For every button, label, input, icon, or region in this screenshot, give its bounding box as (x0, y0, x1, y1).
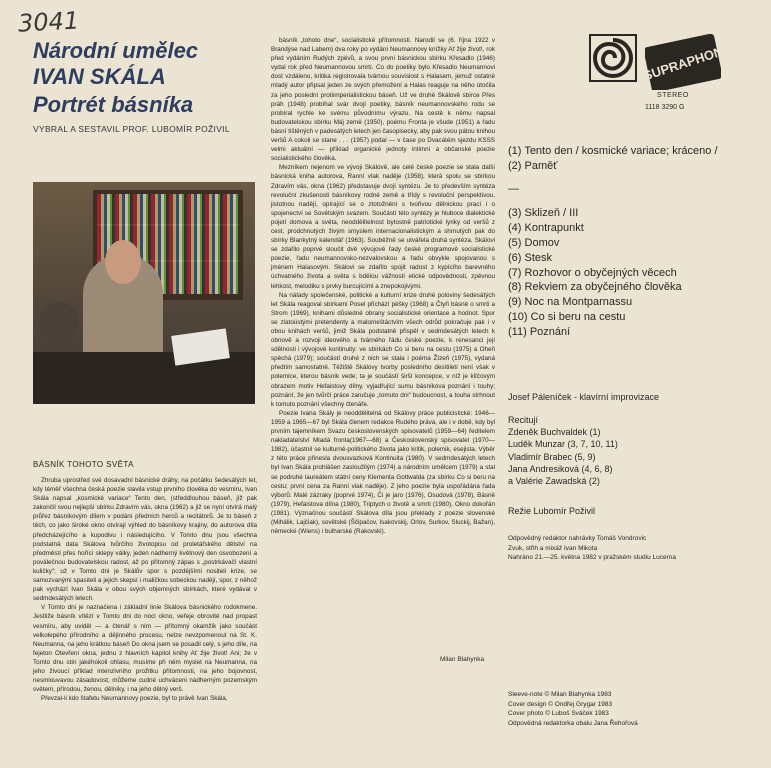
essay-paragraph: Zhruba uprostřed své dosavadní básnické dráhy, na počátku šedesátých let, kdy téměř všechna česká poezie slavila vstup prvního člověka do vesmíru, Ivan Skála napsal „kosmické variace“ Tento den, (středdlouhou báseň, jíž pak zakončil svou nejlepší sbírku Zdravím vás, okna (1962) a již se nyní otvírá malý průřez básníkovým dílem v podání předních herců a recitátorů. Je to báseň z těch, co jako široké okno otvírají výhled do básníkovy krajiny, do autorova díla předcházejícího a kupodivu i následujícího. V Tomto dnu jsou všechna podstatná data Skálova tvůrčího životopisu od proletářského dětství na předměstí přes hořící sklepy války, jeden nádherný květnový den osvobození a poválečnou budovatelskou radost, až po přítomný zápas s „postrkávačí vlastní kuličky“; už v Tomto dni je Skálův spor s pozdějšími nositeli krize, se samozvanými spasiteli a jejich skepsí i maličkou sobeckou nadějí, spor, z něhož pak vychází Ivan Skála v obou svých objemných sbírkách, které vydával v sedmdesátých letech. (33, 477, 257, 603)
poet-head (105, 240, 141, 284)
track-number: (2) (508, 159, 522, 172)
track-number: (11) (508, 325, 527, 338)
track-title: Stesk (524, 251, 553, 264)
track-item (508, 236, 768, 251)
track-item (508, 144, 768, 159)
track-title: Noc na Montparnassu (524, 296, 633, 309)
track-title: Co si beru na cestu (530, 310, 626, 323)
credit-line: Sleeve-note © Milan Blahynka 1983 (508, 691, 612, 698)
compiled-by: VYBRAL A SESTAVIL PROF. LUBOMÍR POŽIVIL (33, 124, 230, 134)
handwritten-catalog-number: 3041 (17, 6, 80, 38)
reciters-block (508, 414, 618, 487)
track-title: Poznání (529, 325, 571, 338)
track-number: (1) (508, 145, 522, 157)
brand-text: SUPRAPHON (645, 43, 721, 84)
track-item (508, 295, 768, 310)
supraphon-logo-icon (645, 34, 721, 90)
track-title: Domov (524, 236, 560, 249)
track-title: Rozhovor o obyčejných věcech (524, 266, 677, 279)
track-number: (9) (508, 296, 522, 309)
essay-paragraph: Poezie Ivana Skály je neoddělitelná od Skálovy práce publicistické: 1946—1959 a 1965—67 byl Skála členem redakce Rudého práva, ale i v době, kdy byl prvním tajemníkem Svazu československých spisovatelů (1959—64) ředitelem nakladatelství Mladá fronta(1967—68) a Československý spisovatel (1970—1982), účastnil se kulturně-politického života jako kritik, polemik, esejista. Výběr z této práce přinesla dvousvazková Kontinuita (1980). V sedmdesátých letech byl Ivan Skála prohlášen zasloužilým (1974) a národním umělcem (1979) a stal se podruhé laureátem státní ceny Klementa Gottwalda (za sbírku Co si beru na cestu; první cena za Ranní vlak naděje). Z jeho poezie byla uspořádána řada výborů: Malé zázraky (poprvé 1974), Či je jaro (1976), Osudová (1978), Básně (1979), Hefaistova dílna (1980), Triptych o životě a smrti (1980), Okno dokořán (1981). Význačnou součástí Skálova díla jsou překlady z poezie slovenské (Mihálik, Lajčiak), sovětské (Ščipačov, Isakovskij, Orlov, Surkov, Sluckij, Bažan), německé (Wiens) i bulharské (Rakovski). (271, 409, 495, 536)
track-number: (6) (508, 251, 522, 264)
cover-photo (33, 182, 255, 404)
reciters-heading: Recitují (508, 415, 539, 425)
title-line-3: Portrét básníka (33, 92, 194, 117)
track-title: Rekviem za obyčejného člověka (524, 281, 682, 294)
track-title: Paměť (524, 159, 558, 172)
title-line-1: Národní umělec (33, 38, 199, 63)
catalog-number: 1118 3290 G (645, 104, 685, 111)
reciter: a Valérie Zawadská (2) (508, 476, 600, 487)
essay-paragraph: básník „tohoto dne“, socialistické přítomnosti. Narodil se (6. října 1922 v Brandýse nad Labem) dva roky po vydání Neumannovy knížky Ať žije život!, rok před vydáním Rudých zpěvů, a svou první básnickou sbírku Křesadlo (1946) vydal rok před Neumannovou smrtí. Co do poetiky bylo Křesadlo Neumannovi dost vzdáleno, kritika registrovala tvárnou souvislost s Halasem, jemuž ostatně mladý autor připsal jeden ze svých přemožení a Halas reaguje na něho útočila za jeho poslední protiimperialistickou báseň. Už ve druhé Skálově sbírce Přes práh (1948) probíhal svár dvojí poetiky, básník neumannovského rodu se probíral rychle ke svému původnímu výrazu. Na cestě k němu napsal budovatelskou sbírku Máj země (1950), poému Fronta je všude (1951) a řadu básní tištěných v padesátých letech jen časopisecky, aby pak svou pátou knihou veršů A cokoli se stane . . . (1957) podal — v čase po Dvacátém sjezdu KSSS velmi aktuální — příklad organické jednoty intimní a občanské poezie socialistického člověka. (271, 37, 495, 163)
reciter: Jana Andresiková (4, 6, 8) (508, 463, 613, 474)
credit-line: Cover design © Ondřej Grygar 1983 (508, 700, 613, 708)
track-number: (3) (508, 207, 522, 220)
pianist-credit: Josef Páleníček - klavírní improvizace (508, 392, 660, 402)
essay-heading: BÁSNÍK TOHOTO SVĚTA (33, 460, 134, 469)
credit-line: Cover photo © Luboš Sváček 1983 (508, 710, 609, 718)
credit-line: Nahráno 21.—25. května 1982 v pražském studiu Lucerna (508, 554, 677, 562)
essay-paragraph: Převzal-li kdo štafetu Neumannovy poezie, byl to právě Ivan Skála, (41, 695, 228, 703)
track-number: (7) (508, 266, 522, 279)
sleeve-credits (508, 690, 638, 728)
track-item (508, 159, 768, 174)
reciter: Luděk Munzar (3, 7, 10, 11) (508, 439, 618, 450)
track-item (508, 266, 768, 281)
lamp (39, 302, 79, 342)
essay-paragraph: Na nálady společenské, politické a kulturní krize druhé poloviny šedesátých let Skála reagoval sbírkami Posel přichází pěšky (1968) a Čtyři básně o smrti a Strom (1969), knihami důsledné obrany socialistické orientace a hodnot. Spor se zlatoústými pretendenty a malomeštáctvím všech odrůd pokračuje pak i v obou knihách veršů, jimiž Skála podstatně přispěl v sedmdesátých letech k obnově a rozvoji ideového a tvárného řádu české poezie, k renesanci její sdělnosti i vývojové kontinuity: ve sbírkách Co si beru na cestu (1975) a Oheň spěchá (1979); součástí druhé z nich se stala i poéma Žízeň (1975), vydaná předtím samostatně. Těžiště Skálovy tvorby posledního desítiletí není však v polemice, kterou básník vede; ta je součástí širší koncepce, v níž je klíčovým obrazem motiv Hefaistovy dílny, vyjadřující sumu básníkova poznání i touhy; poznání, že jen tvůrčí práce zaručuje „tomuto dni“ budoucnost, a touha strhnout k tomuto poznání všechny čtenáře. (271, 291, 495, 408)
track-item (508, 280, 768, 295)
essay-paragraph: V Tomto dni je naznačena i základní linie Skálova básnického rodokmene. Jestliže básník vítězí v Tomto dni do noci okno, veřeje obrovité nad propast vesmíru, aby uviděl — a čtenář s ním — přítomný okamžik jako součást velkolepého přírodního a dějinného procesu, nelze nevzpomenout na St. K. Neumanna, na jeho krátkou báseň Do okna jsem se posadil celý, s jeho díle, na fejeton Otevření okna, jednu z hlavních kapitol knihy Ať žije život! Ani; že v Tomto dnu stín jakéhokoli ohlasu, musíme při něm myslet na Neumanna, na jeho živoucí příklad intenzívního prožitku přítomnosti, na jeho bojovnost, nesmlouvavou zásadovost, můžeme cudné uchváceni nádherným pozemským světem, přírodou, ženou, dělníky, i na jeho dělný verš. (33, 604, 257, 694)
track-number: (8) (508, 281, 522, 294)
track-title: Sklizeň / III (524, 207, 579, 220)
track-item (508, 251, 768, 266)
essay-paragraph: Mezníkem nejenom ve vývoji Skálově, ale celé české poezie se stala další básnická kniha autorova, Ranní vlak naděje (1958), která spolu se sbírkou Zdravím vás, okna (1962) představuje dvojí syntézu. Je to především syntéza revoluční zkušenosti básníkovy rodné země a třídy s revoluční perspektivou, jistotnou nadějí, opírající se o ztotožnění s tvořivou dělnickou prací i o spojenectví se Sovětským svazem. Součástí této syntézy je hluboce dialektické pojetí domova a světa, neoddělitelnost bytostně patriotické lyriky od veršů z cest, prodchnutých živým smyslem internacionalistickým a shrnutých pak do sbírky Blankytný kalendář (1963). Souběžně se utvářela druhá syntéza. Skálovi se zdařilo poprvé sloučit dvě vývojové řady české programově socialistické poezie, řadu neumannovsko-nezvalovskou a řadu obvykle spojovanou s jménem Halasovým. Skálovi se zdařilo spojit radost z kypícího barevného úchvatného života a světa s bdělou vážností etické odpovědnosti, zpěvnou lehkost, melodiku s prvky burcujícími a znepokojivými. (271, 164, 495, 290)
track-title: Kontrapunkt (524, 222, 584, 235)
track-item (508, 325, 768, 340)
reciter: Vladimír Brabec (5, 9) (508, 451, 596, 462)
track-number: (4) (508, 222, 522, 235)
track-title: Tento den / kosmické variace; kráceno / (524, 145, 718, 157)
essay-column-2 (271, 36, 495, 536)
track-list (508, 144, 768, 340)
track-item (508, 206, 768, 221)
essay-column-1 (33, 476, 257, 703)
stereo-label: STEREO (657, 92, 689, 99)
credit-line: Odpovědná redaktorka obalu Jana Řehořová (508, 719, 638, 727)
reciter: Zdeněk Buchvaldek (1) (508, 427, 601, 438)
side-separator: — (508, 182, 519, 195)
title-line-2: IVAN SKÁLA (33, 64, 166, 89)
director-credit: Režie Lubomír Poživil (508, 506, 596, 516)
track-number: (10) (508, 310, 528, 323)
essay-signature: Milan Blahynka (440, 656, 485, 663)
track-item (508, 310, 768, 325)
track-item (508, 221, 768, 236)
track-number: (5) (508, 236, 522, 249)
credit-line: Zvuk, střih a mixáž Ivan Mikota (508, 544, 598, 552)
desk (33, 352, 255, 404)
production-credits (508, 534, 676, 563)
spiral-logo-icon (589, 34, 637, 82)
credit-line: Odpovědný redaktor nahrávky Tomáš Vondrovic (508, 535, 647, 542)
